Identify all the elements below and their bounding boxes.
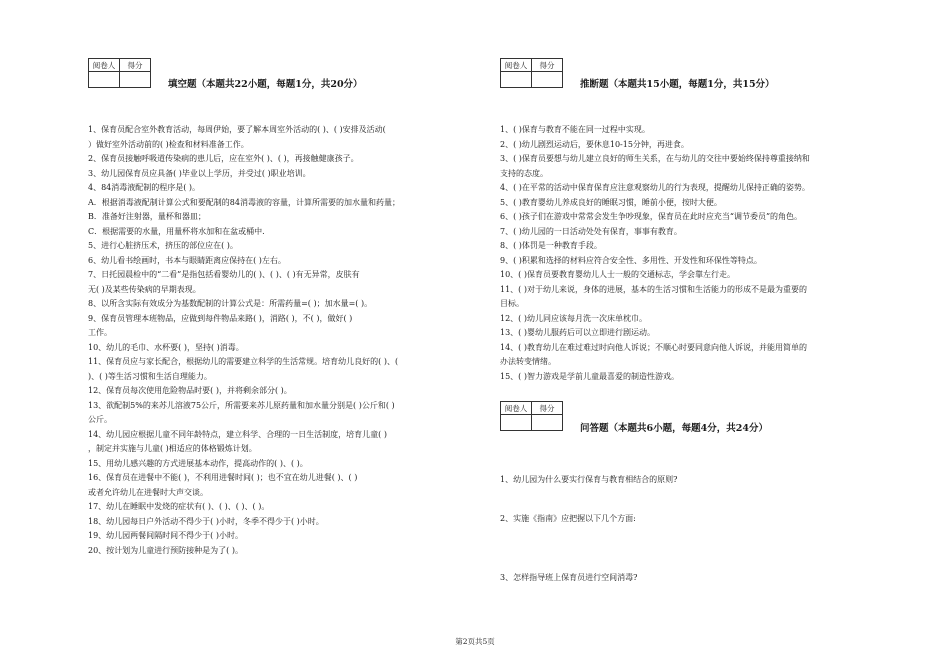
question-line: 20、按计划为儿童进行预防接种是为了( )。 — [88, 545, 243, 555]
question-line: 7、日托园晨检中的“二看”是指包括看婴幼儿的( )、( )、( )有无异常，皮肤有 — [88, 270, 360, 279]
question-line: A．根据消毒液配制计算公式和要配制的84消毒液的容量，计算所需要的加水量和药量； — [88, 197, 400, 207]
question-line: 8、( )体罚是一种教育手段。 — [500, 241, 602, 250]
question-line: 4、84消毒液配制的程序是( )。 — [88, 183, 201, 192]
score-box-fill — [88, 58, 151, 88]
question-line: C．根据需要的水量，用量杯将水加和在盆或桶中. — [88, 226, 265, 236]
page-number: 第2页共5页 — [455, 637, 495, 646]
question-line: B．准备好注射器，量杯和器皿； — [88, 212, 206, 221]
score-cell — [532, 415, 563, 431]
question-line: 17、幼儿在睡眠中发烧的症状有( )、( )、( )、( )。 — [88, 502, 270, 511]
qa-question: 1、幼儿园为什么要实行保育与教育相结合的原则? — [500, 475, 678, 484]
question-line: 2、( )幼儿剧烈运动后，要休息10-15分钟，再进食。 — [500, 139, 689, 149]
question-line: 14、( )教育幼儿在难过难过时向他人诉说；不顺心时要同意向他人诉说，并能用简单的 — [500, 342, 807, 352]
question-line: ，制定并实施与儿童( )相适应的体格锻炼计划。 — [88, 444, 257, 453]
score-label: 得分 — [120, 59, 151, 72]
question-line: 4、( )在平常的活动中保育保育应注意观察幼儿的行为表现，提醒幼儿保持正确的姿势。 — [500, 183, 810, 192]
question-line: ）做好室外活动前的( )检查和材料准备工作。 — [88, 139, 249, 149]
question-line: 13、( )婴幼儿服药后可以立即进行剧运动。 — [500, 328, 655, 337]
score-label: 得分 — [532, 402, 563, 415]
question-line: 11、( )对于幼儿来说，身体的进展，基本的生活习惯和生活能力的形成不是最为重要的 — [500, 284, 807, 294]
score-box-qa — [500, 401, 563, 431]
reviewer-cell — [501, 72, 532, 88]
question-line: 1、( )保育与教育不能在同一过程中实现。 — [500, 125, 650, 134]
question-line: 9、( )积累和选择的材料应符合安全性、多用性、开发性和环保性等特点。 — [500, 255, 762, 265]
reviewer-cell — [89, 72, 120, 88]
question-line: 11、保育员应与家长配合，根据幼儿的需要建立科学的生活常规。培育幼儿良好的( )、( — [88, 357, 399, 366]
score-cell — [532, 72, 563, 88]
question-line: 6、( )孩子们在游戏中常常会发生争吵现象，保育员在此时应充当“调节委员”的角色。 — [500, 212, 803, 221]
score-cell — [120, 72, 151, 88]
section-title-judge: 推断题（本题共15小题，每题1分，共15分） — [580, 79, 775, 90]
question-line: 15、( )智力游戏是学前儿童最喜爱的制造性游戏。 — [500, 371, 679, 381]
question-line: 10、( )保育员要教育婴幼儿人士一般的交通标志，学会靠左行走。 — [500, 270, 735, 279]
question-line: 7、( )幼儿园的一日活动处处有保育，事事有教育。 — [500, 226, 682, 236]
question-line: 12、保育员每次使用危险物品时要( )，并将剩余部分( )。 — [88, 386, 292, 395]
question-line: 3、( )保育员要想与幼儿建立良好的师生关系，在与幼儿的交往中要始终保持尊重接纳和 — [500, 154, 810, 163]
reviewer-label: 阅卷人 — [501, 59, 532, 72]
score-box-judge — [500, 58, 563, 88]
question-line: 公斤。 — [88, 415, 112, 424]
qa-question: 2、实施《指南》应把握以下几个方面: — [500, 514, 636, 523]
score-label: 得分 — [532, 59, 563, 72]
question-line: 5、进行心脏挤压术，挤压的部位应在( )。 — [88, 241, 238, 250]
reviewer-cell — [501, 415, 532, 431]
reviewer-label: 阅卷人 — [501, 402, 532, 415]
question-line: 18、幼儿园每日户外活动不得少于( )小时，冬季不得少于( )小时。 — [88, 516, 324, 526]
question-line: 9、保育员管理本班物品，应做到每件物品来路( )，消路( )，不( )，做好( ) — [88, 313, 353, 323]
question-line: 6、幼儿看书绘画时，书本与眼睛距离应保持在( )左右。 — [88, 255, 286, 265]
question-line: 工作。 — [88, 328, 112, 337]
question-line: 12、( )幼儿同应该每月洗一次床单枕巾。 — [500, 313, 647, 323]
question-line: 无( )及某些传染病的早期表现。 — [88, 284, 201, 294]
question-line: 办法转变情绪。 — [500, 357, 556, 366]
question-line: 15、用幼儿感兴趣的方式进展基本动作，提高动作的( )、( )。 — [88, 458, 308, 468]
question-line: 1、保育员配合室外教育活动，每周伊始，要了解本周室外活动的( )、( )安排及活动( — [88, 125, 386, 134]
question-line: 目标。 — [500, 299, 524, 308]
question-line: 16、保育员在进餐中不能( )，不利用进餐时间( )；也不宜在幼儿进餐( )、( ) — [88, 473, 358, 482]
section-title-fill: 填空题（本题共22小题，每题1分，共20分） — [168, 79, 363, 90]
question-line: 或者允许幼儿在进餐时大声交谈。 — [88, 487, 208, 497]
question-line: 14、幼儿园应根据儿童不同年龄特点，建立科学、合理的一日生活制度，培育儿童( ) — [88, 429, 387, 439]
question-line: 3、幼儿园保育员应具备( )毕业以上学历，并受过( )职业培训。 — [88, 168, 311, 178]
question-line: 10、幼儿的毛巾、水杯要( )，坚持( )消毒。 — [88, 342, 244, 352]
reviewer-label: 阅卷人 — [89, 59, 120, 72]
question-line: 2、保育员接触呼吸道传染病的患儿后，应在室外( )、( )，再接触健康孩子。 — [88, 154, 359, 163]
qa-question: 3、怎样指导班上保育员进行空间消毒? — [500, 573, 638, 582]
section-title-qa: 问答题（本题共6小题，每题4分，共24分） — [580, 423, 768, 434]
question-line: 支持的态度。 — [500, 168, 548, 178]
question-line: 19、幼儿园两餐间隔时间不得少于( )小时。 — [88, 531, 243, 540]
question-line: )、( )等生活习惯和生活自理能力。 — [88, 371, 212, 381]
question-line: 8、以所含实际有效成分为基数配制的计算公式是：所需药量=( )；加水量=( )。 — [88, 299, 373, 308]
question-line: 5、( )教育婴幼儿养成良好的睡眠习惯，睡前小便，按时大便。 — [500, 197, 722, 207]
question-line: 13、欲配制5%的来苏儿溶液75公斤，所需要来苏儿原药量和加水量分别是( )公斤和( ) — [88, 400, 395, 410]
